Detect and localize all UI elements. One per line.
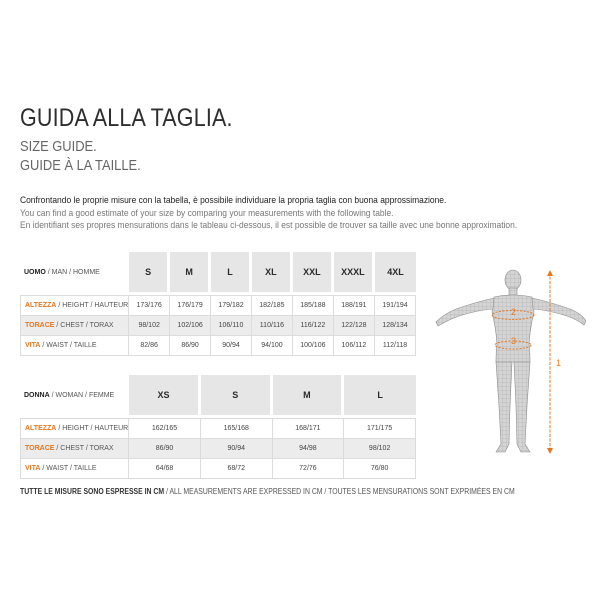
page-title: GUIDA ALLA TAGLIA. [20, 104, 233, 132]
row-label: ALTEZZA / HEIGHT / HAUTEUR [20, 418, 129, 439]
men-size-header: M [170, 252, 211, 292]
table-cell: 106/112 [334, 336, 375, 356]
women-size-table [20, 375, 416, 479]
table-cell: 102/106 [170, 316, 211, 336]
table-cell: 72/76 [273, 459, 345, 479]
table-cell: 86/90 [170, 336, 211, 356]
men-group-label: UOMO / MAN / HOMME [24, 268, 100, 276]
women-size-header: L [344, 375, 416, 415]
mannequin-silhouette [436, 270, 586, 452]
intro-en: You can find a good estimate of your size by comparing your measurements with the following table. [20, 206, 394, 218]
women-group-label: DONNA / WOMAN / FEMME [24, 391, 115, 399]
intro-it: Confrontando le proprie misure con la tabella, è possibile individuare la propria taglia con buona approssimazione. [20, 194, 447, 205]
row-label: VITA / WAIST / TAILLE [20, 459, 129, 479]
table-cell: 191/194 [375, 295, 416, 316]
men-header-row [20, 252, 416, 292]
table-row [20, 316, 416, 336]
women-size-header: S [201, 375, 273, 415]
height-label: 1 [556, 358, 562, 368]
table-cell: 173/176 [129, 295, 170, 316]
row-label: ALTEZZA / HEIGHT / HAUTEUR [20, 295, 129, 316]
table-cell: 90/94 [211, 336, 252, 356]
men-size-header: XXXL [334, 252, 375, 292]
table-cell: 94/100 [252, 336, 293, 356]
table-cell: 165/168 [201, 418, 273, 439]
table-cell: 162/165 [129, 418, 201, 439]
table-cell: 116/122 [293, 316, 334, 336]
waist-label: 3 [511, 336, 517, 346]
table-cell: 112/118 [375, 336, 416, 356]
table-cell: 86/90 [129, 439, 201, 459]
table-row [20, 459, 416, 479]
table-cell: 98/102 [344, 439, 416, 459]
table-cell: 82/86 [129, 336, 170, 356]
table-cell: 76/80 [344, 459, 416, 479]
body-measurement-figure [426, 266, 586, 460]
table-cell: 122/128 [334, 316, 375, 336]
men-size-header: S [129, 252, 170, 292]
women-size-header: M [273, 375, 345, 415]
intro-text [20, 194, 590, 232]
table-row [20, 295, 416, 316]
table-row [20, 418, 416, 439]
table-cell: 168/171 [273, 418, 345, 439]
row-label: TORACE / CHEST / TORAX [20, 439, 129, 459]
table-cell: 64/68 [129, 459, 201, 479]
table-cell: 90/94 [201, 439, 273, 459]
men-size-table [20, 252, 416, 356]
women-size-header: XS [129, 375, 201, 415]
row-label: TORACE / CHEST / TORAX [20, 316, 129, 336]
intro-fr: En identifiant ses propres mensurations dans le tableau ci-dessous, il est possible de trouver sa taille avec une bonne approximation. [20, 219, 518, 230]
table-cell: 94/98 [273, 439, 345, 459]
height-measure-line [547, 270, 553, 454]
table-cell: 100/106 [293, 336, 334, 356]
table-cell: 68/72 [201, 459, 273, 479]
chest-label: 2 [511, 307, 517, 317]
women-header-row [20, 375, 416, 415]
table-cell: 185/188 [293, 295, 334, 316]
table-cell: 128/134 [375, 316, 416, 336]
table-cell: 98/102 [129, 316, 170, 336]
men-size-header: L [211, 252, 252, 292]
table-cell: 182/185 [252, 295, 293, 316]
subtitle-en: SIZE GUIDE. [20, 138, 97, 155]
table-cell: 188/191 [334, 295, 375, 316]
men-size-header: XL [252, 252, 293, 292]
table-cell: 110/116 [252, 316, 293, 336]
men-size-header: XXL [293, 252, 334, 292]
men-size-header: 4XL [375, 252, 416, 292]
table-cell: 176/179 [170, 295, 211, 316]
measurement-note: TUTTE LE MISURE SONO ESPRESSE IN CM / ALL MEASUREMENTS ARE EXPRESSED IN CM / TOUTES LES MENSURATIONS SONT EXPRIMÉES EN CM [20, 487, 515, 496]
row-label: VITA / WAIST / TAILLE [20, 336, 129, 356]
table-row [20, 336, 416, 356]
table-row [20, 439, 416, 459]
table-cell: 171/175 [344, 418, 416, 439]
table-cell: 179/182 [211, 295, 252, 316]
subtitle-fr: GUIDE À LA TAILLE. [20, 157, 141, 174]
table-cell: 106/110 [211, 316, 252, 336]
